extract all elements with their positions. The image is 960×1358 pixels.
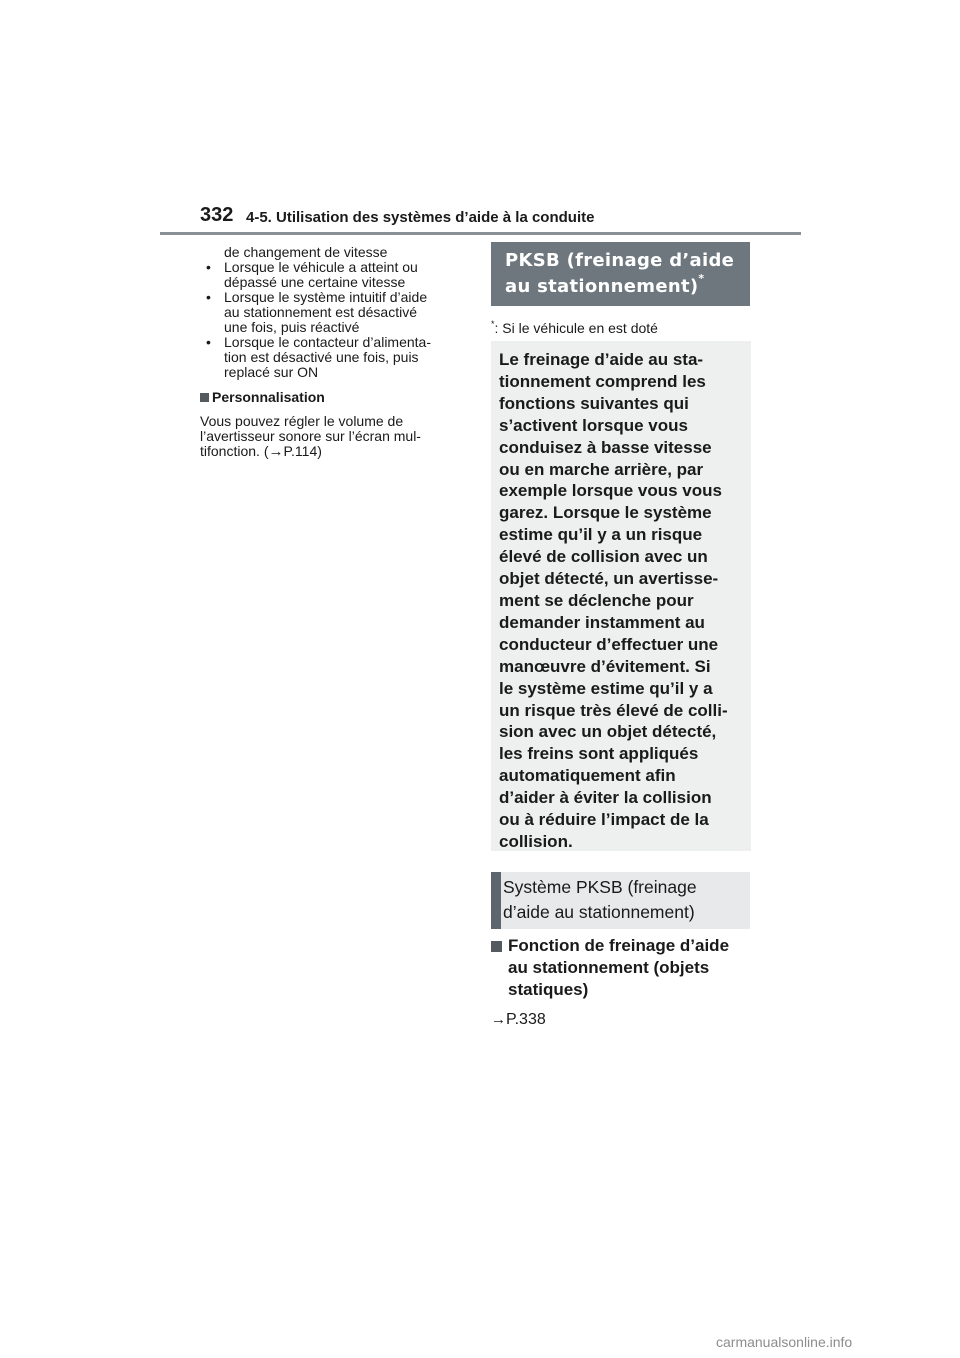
- function-heading: [491, 935, 751, 1001]
- system-title-line: d’aide au stationnement): [503, 902, 695, 922]
- system-title-accent-bar: [491, 872, 501, 929]
- intro-line: un risque très élevé de colli-: [499, 700, 728, 720]
- list-item: [200, 260, 470, 290]
- text-line: l’avertisseur sonore sur l’écran mul-: [200, 428, 421, 444]
- pksb-title-text: au stationnement): [505, 276, 699, 297]
- pksb-title-line-2: [505, 274, 750, 300]
- intro-line: demander instamment au: [499, 612, 705, 632]
- text-line: replacé sur ON: [224, 364, 319, 380]
- bullet-icon: •: [206, 289, 211, 305]
- continuation-text: de changement de vitesse: [224, 244, 388, 260]
- page-reference-link[interactable]: P.338: [506, 1011, 546, 1028]
- intro-line: élevé de collision avec un: [499, 547, 708, 567]
- text-line-with-ref: [200, 444, 470, 459]
- footnote: [491, 318, 658, 338]
- list-item-text: [224, 290, 470, 335]
- intro-line: conducteur d’effectuer une: [499, 634, 719, 654]
- text-line: Vous pouvez régler le volume de: [200, 413, 404, 429]
- page-reference: [491, 1010, 546, 1030]
- system-title-box: [491, 872, 750, 929]
- system-title-line: Système PKSB (freinage: [503, 877, 697, 897]
- text-line: Lorsque le système intuitif d’aide: [224, 289, 428, 305]
- intro-line: garez. Lorsque le système: [499, 503, 712, 523]
- list-item-text: [224, 335, 470, 380]
- intro-line: le système estime qu’il y a: [499, 678, 713, 698]
- list-item-text: [224, 260, 470, 290]
- list-item: [200, 290, 470, 335]
- heading-line: statiques): [508, 980, 589, 999]
- intro-box: [491, 341, 751, 851]
- heading-line: au stationnement (objets: [508, 958, 710, 977]
- customization-paragraph: [200, 414, 470, 459]
- intro-line: objet détecté, un avertisse-: [499, 569, 719, 589]
- text-line: Lorsque le véhicule a atteint ou: [224, 259, 418, 275]
- subheading-personnalisation: [200, 390, 470, 405]
- list-item: [200, 335, 470, 380]
- left-column: [200, 245, 470, 459]
- intro-line: ou en marche arrière, par: [499, 459, 704, 479]
- intro-line: ou à réduire l’impact de la: [499, 810, 709, 830]
- page-reference-link[interactable]: P.114): [283, 443, 322, 459]
- watermark-text: carmanualsonline.info: [716, 1334, 853, 1350]
- intro-line: conduisez à basse vitesse: [499, 437, 712, 457]
- header-divider: [160, 232, 801, 235]
- pksb-title-line: PKSB (freinage d’aide: [505, 250, 735, 271]
- bullet-icon: •: [206, 334, 211, 350]
- text-line: au stationnement est désactivé: [224, 304, 418, 320]
- intro-line: fonctions suivantes qui: [499, 393, 689, 413]
- asterisk-icon: *: [698, 272, 705, 285]
- intro-line: les freins sont appliqués: [499, 744, 699, 764]
- pksb-title-box: [491, 242, 750, 306]
- intro-line: d’aider à éviter la collision: [499, 788, 712, 808]
- section-title: 4-5. Utilisation des systèmes d’aide à la conduite: [246, 209, 595, 226]
- intro-line: exemple lorsque vous vous: [499, 481, 722, 501]
- intro-line: manœuvre d’évitement. Si: [499, 656, 711, 676]
- intro-line: sion avec un objet détecté,: [499, 722, 717, 742]
- square-bullet-icon: [491, 941, 502, 952]
- arrow-right-icon: →: [491, 1011, 506, 1028]
- intro-line: ment se déclenche pour: [499, 590, 694, 610]
- intro-line: tionnement comprend les: [499, 371, 706, 391]
- function-heading-text: [508, 935, 729, 1001]
- footnote-text: : Si le véhicule en est doté: [494, 320, 658, 336]
- intro-line: estime qu’il y a un risque: [499, 525, 703, 545]
- text-line: Lorsque le contacteur d’alimenta-: [224, 334, 432, 350]
- footnote-asterisk: *: [491, 319, 495, 329]
- condition-list: [200, 260, 470, 380]
- intro-line: Le freinage d’aide au sta-: [499, 350, 704, 369]
- heading-line: Fonction de freinage d’aide: [508, 936, 730, 955]
- intro-line: s’activent lorsque vous: [499, 415, 688, 435]
- text-line: dépassé une certaine vitesse: [224, 274, 406, 290]
- text-line: tifonction. (: [200, 443, 269, 459]
- square-bullet-icon: [200, 393, 209, 402]
- bullet-icon: •: [206, 259, 211, 275]
- page-number: 332: [200, 204, 234, 226]
- arrow-right-icon: →: [268, 443, 284, 460]
- subheading-text: Personnalisation: [212, 389, 325, 405]
- intro-line: collision.: [499, 831, 573, 851]
- text-line: tion est désactivé une fois, puis: [224, 349, 419, 365]
- text-line: une fois, puis réactivé: [224, 319, 360, 335]
- intro-line: automatiquement afin: [499, 766, 676, 786]
